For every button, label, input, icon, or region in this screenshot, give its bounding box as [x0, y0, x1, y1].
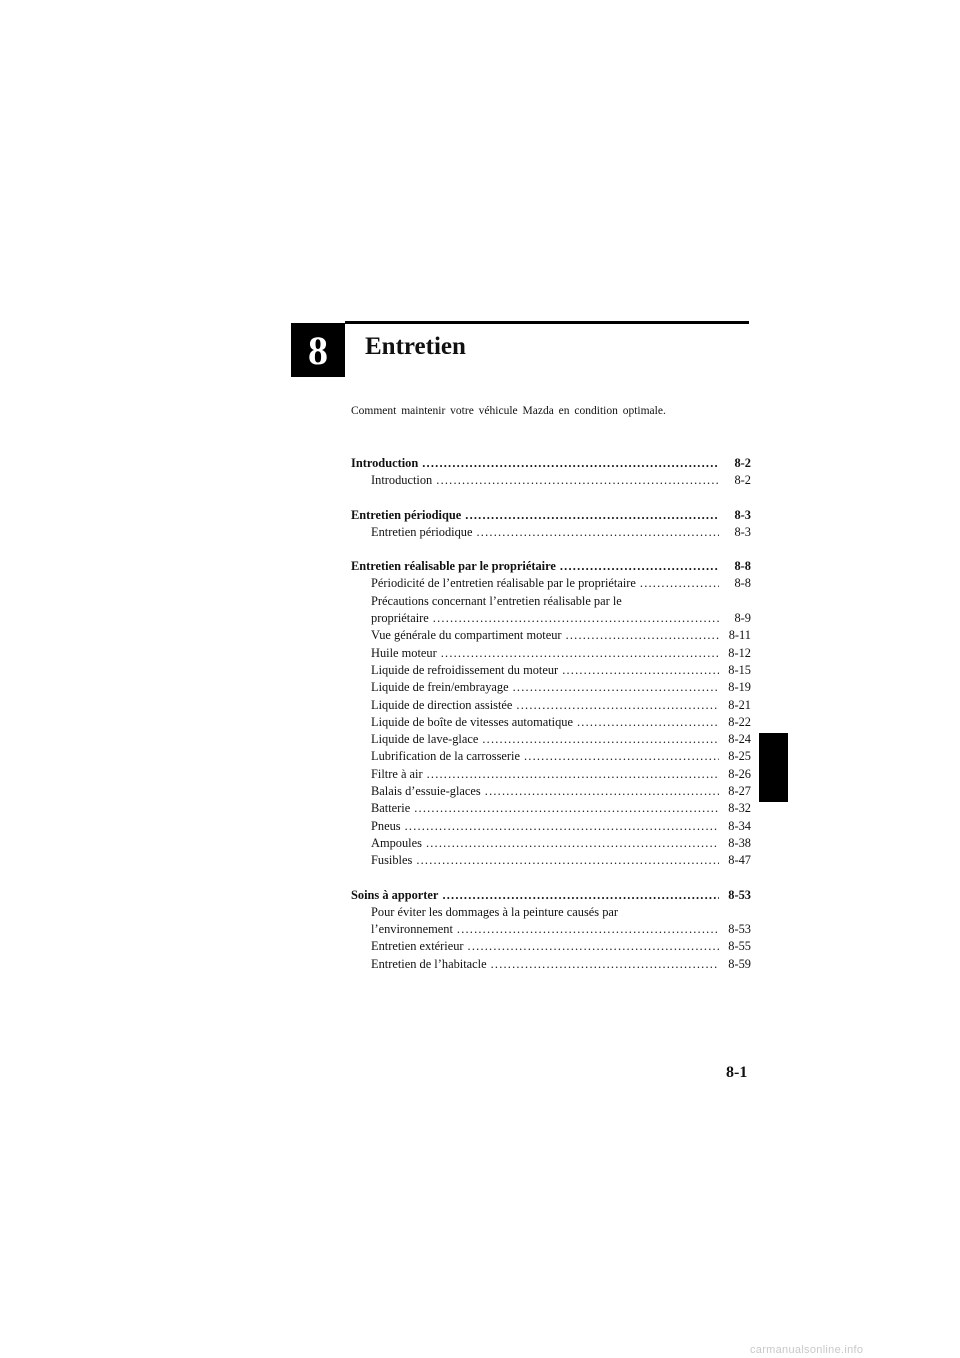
toc-entry[interactable]: [351, 610, 751, 627]
toc-entry-title: Entretien périodique: [371, 524, 473, 539]
watermark: carmanualsonline.info: [750, 1344, 864, 1356]
toc-entry-page: 8-47: [728, 853, 751, 868]
toc-entry-title: Balais d’essuie-glaces: [371, 784, 481, 799]
toc-section: [351, 887, 751, 973]
leader-dots: [405, 818, 719, 835]
toc-entry-page: 8-11: [728, 628, 751, 643]
toc-entry[interactable]: [351, 645, 751, 662]
toc-entry-title: Liquide de direction assistée: [371, 697, 513, 712]
toc-entry[interactable]: [351, 766, 751, 783]
leader-dots: [433, 610, 719, 627]
toc-entry-page: 8-25: [728, 749, 751, 764]
toc-entry[interactable]: [351, 921, 751, 938]
toc-entry-title: Ampoules: [371, 835, 422, 850]
toc-entry[interactable]: [351, 662, 751, 679]
leader-dots: [416, 852, 719, 869]
toc-entry-title: Périodicité de l’entretien réalisable par le propriétaire: [371, 576, 636, 591]
toc-entry-page: 8-27: [728, 784, 751, 799]
leader-dots: [477, 524, 720, 541]
leader-dots: [457, 921, 719, 938]
toc-entry[interactable]: [351, 575, 751, 592]
toc-section: [351, 455, 751, 490]
toc-entry-title: Filtre à air: [371, 766, 423, 781]
toc-entry[interactable]: [351, 818, 751, 835]
toc-entry[interactable]: [351, 524, 751, 541]
title-rule: [345, 321, 749, 324]
toc-entry-title: Pneus: [371, 818, 401, 833]
chapter-number-box: [291, 323, 345, 377]
leader-dots: [524, 748, 719, 765]
toc-entry[interactable]: [351, 679, 751, 696]
chapter-number: 8: [308, 327, 328, 373]
leader-dots: [577, 714, 719, 731]
toc-entry[interactable]: [351, 835, 751, 852]
toc-entry-page: 8-55: [728, 939, 751, 954]
toc-entry-page: 8-12: [728, 645, 751, 660]
toc-entry-title: Liquide de frein/embrayage: [371, 680, 509, 695]
toc-section-page: 8-8: [734, 559, 751, 574]
leader-dots: [513, 679, 719, 696]
toc-entry-title: Huile moteur: [371, 645, 437, 660]
page-number: 8-1: [726, 1064, 748, 1081]
toc-entry-page: 8-24: [728, 732, 751, 747]
toc-entry[interactable]: [351, 472, 751, 489]
toc-section-title: Introduction: [351, 456, 419, 470]
leader-dots: [441, 645, 719, 662]
toc-entry-title: Entretien extérieur: [371, 939, 464, 954]
toc-section-title: Entretien réalisable par le propriétaire: [351, 559, 556, 574]
toc-entry-page: 8-3: [734, 524, 751, 539]
chapter-subtitle: Comment maintenir votre véhicule Mazda en condition optimale.: [351, 405, 666, 417]
leader-dots: [640, 575, 719, 592]
leader-dots: [560, 558, 719, 575]
toc-entry-line: Pour éviter les dommages à la peinture causés par: [371, 904, 619, 919]
chapter-title: Entretien: [365, 333, 466, 360]
leader-dots: [442, 887, 719, 904]
toc-entry-title: Liquide de refroidissement du moteur: [371, 662, 559, 677]
leader-dots: [436, 472, 719, 489]
toc-entry[interactable]: [351, 748, 751, 765]
toc-entry[interactable]: [351, 714, 751, 731]
toc-section: [351, 558, 751, 869]
toc-entry-page: 8-8: [734, 576, 751, 591]
toc-entry-page: 8-19: [728, 680, 751, 695]
toc-section-page: 8-3: [734, 507, 751, 522]
toc-entry-page: 8-2: [734, 473, 751, 488]
leader-dots: [516, 697, 719, 714]
toc-section-page: 8-53: [728, 887, 751, 902]
toc-entry-title: l’environnement: [371, 922, 453, 937]
toc-entry-page: 8-59: [728, 956, 751, 971]
toc-entry-line: Précautions concernant l’entretien réalisable par le: [371, 593, 622, 608]
toc-entry-title: Entretien de l’habitacle: [371, 956, 487, 971]
toc-entry-title: Batterie: [371, 801, 411, 816]
leader-dots: [414, 800, 719, 817]
toc-entry-page: 8-32: [728, 801, 751, 816]
leader-dots: [485, 783, 719, 800]
toc-entry-title: Fusibles: [371, 853, 413, 868]
toc-entry[interactable]: [351, 800, 751, 817]
leader-dots: [566, 627, 719, 644]
toc-entry[interactable]: [351, 852, 751, 869]
leader-dots: [426, 835, 719, 852]
toc-entry-page: 8-22: [728, 714, 751, 729]
toc-entry[interactable]: [351, 627, 751, 644]
toc-entry-page: 8-15: [728, 662, 751, 677]
toc-entry-page: 8-38: [728, 835, 751, 850]
toc-entry-page: 8-9: [734, 611, 751, 626]
leader-dots: [465, 507, 719, 524]
leader-dots: [427, 766, 719, 783]
leader-dots: [468, 938, 719, 955]
toc-entry[interactable]: [351, 938, 751, 955]
toc-entry-page: 8-53: [728, 922, 751, 937]
toc-section: [351, 507, 751, 542]
chapter-side-tab: [759, 733, 788, 802]
leader-dots: [491, 956, 719, 973]
toc-section-heading[interactable]: [351, 887, 751, 904]
toc-entry-title: Liquide de boîte de vitesses automatique: [371, 714, 573, 729]
toc-entry-title: Lubrification de la carrosserie: [371, 749, 520, 764]
toc-entry-page: 8-26: [728, 766, 751, 781]
toc-section-heading[interactable]: [351, 455, 751, 472]
toc-entry[interactable]: [351, 731, 751, 748]
toc-entry-title: Vue générale du compartiment moteur: [371, 628, 562, 643]
toc-entry-title: propriétaire: [371, 611, 429, 626]
leader-dots: [482, 731, 719, 748]
toc-section-title: Soins à apporter: [351, 887, 439, 902]
toc-section-title: Entretien périodique: [351, 507, 462, 522]
toc-entry[interactable]: [351, 783, 751, 800]
toc-entry-title: Liquide de lave-glace: [371, 732, 479, 747]
toc-entry[interactable]: [351, 956, 751, 973]
toc-section-heading[interactable]: [351, 558, 751, 575]
toc-entry-title: Introduction: [371, 473, 433, 488]
leader-dots: [562, 662, 719, 679]
toc-entry-page: 8-34: [728, 818, 751, 833]
table-of-contents: [351, 455, 751, 990]
leader-dots: [422, 455, 719, 472]
toc-entry-page: 8-21: [728, 697, 751, 712]
toc-section-page: 8-2: [734, 456, 751, 470]
toc-entry[interactable]: [351, 697, 751, 714]
toc-section-heading[interactable]: [351, 507, 751, 524]
